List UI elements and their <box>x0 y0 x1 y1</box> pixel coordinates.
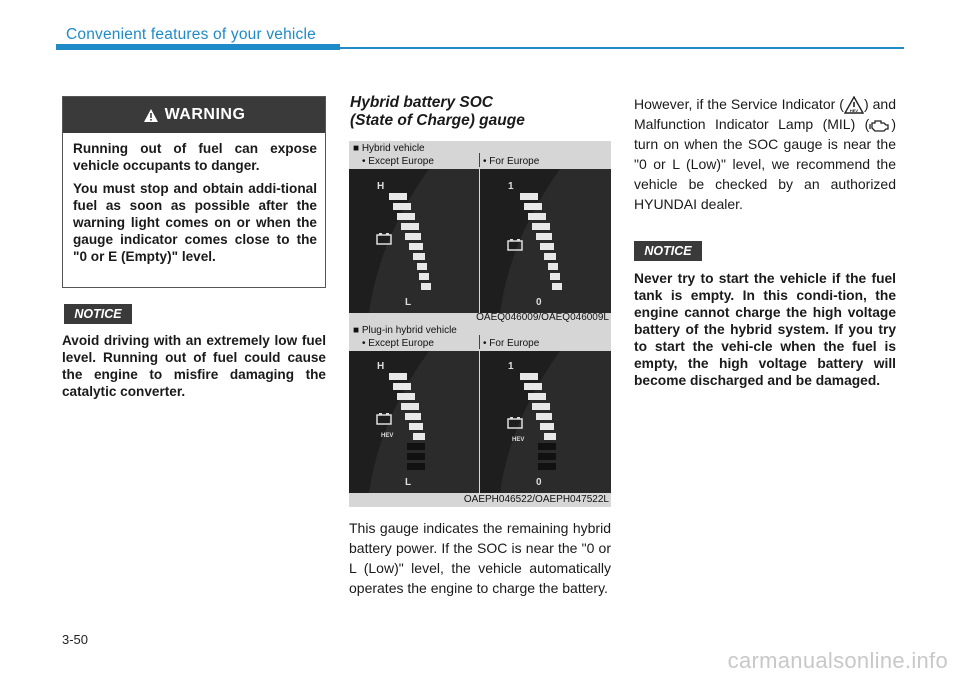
gauge-high-mark: H <box>377 181 385 192</box>
header-accent-bar <box>56 44 340 50</box>
warning-body <box>63 133 325 265</box>
soc-gauge-hybrid-europe <box>480 169 611 313</box>
service-indicator-paragraph <box>634 94 896 214</box>
notice-label: NOTICE <box>634 241 702 261</box>
gauge-description: This gauge indicates the remaining hybrid battery power. If the SOC is near the "0 or L (Low)" level, the vehicle automatically operates the engine to charge the battery. <box>349 520 611 596</box>
figure-code: OAEPH046522/OAEPH047522L <box>463 494 609 505</box>
section-title <box>350 94 525 130</box>
gauge-high-mark: 1 <box>508 181 514 192</box>
watermark: carmanualsonline.info <box>727 648 948 673</box>
section-title-line: (State of Charge) gauge <box>350 112 525 129</box>
paragraph-text: ) turn on when the SOC gauge is near the "0 or L (Low)" level, we recommend the vehicle be checked by an authorized HYUNDAI dealer. <box>634 116 896 213</box>
soc-gauge-hybrid-except-europe <box>349 169 479 313</box>
gauge-segments-empty <box>407 443 425 470</box>
warning-header <box>63 97 325 133</box>
figure-group-label: ■ Hybrid vehicle <box>353 143 425 154</box>
warning-triangle-icon <box>143 108 159 123</box>
notice-label: NOTICE <box>64 304 132 324</box>
warning-paragraph: Running out of fuel can expose vehicle occupants to danger. <box>73 141 317 173</box>
gauge-low-mark: L <box>405 477 412 488</box>
figure-left-label: • Except Europe <box>362 156 434 167</box>
figure-divider <box>479 335 480 349</box>
gauge-high-mark: H <box>377 361 385 372</box>
section-header-title: Convenient features of your vehicle <box>66 26 316 43</box>
soc-gauge-phev-europe <box>480 351 611 493</box>
figure-code: OAEQ046009/OAEQ046009L <box>476 312 609 323</box>
page-number: 3-50 <box>62 632 89 647</box>
section-title-line: Hybrid battery SOC <box>350 94 493 111</box>
paragraph-text: However, if the Service Indicator ( <box>634 96 844 112</box>
gauge-low-mark: 0 <box>536 297 542 308</box>
notice-text-left: Avoid driving with an extremely low fuel level. Running out of fuel could cause the engine to misfire damaging the catalytic converter. <box>62 333 326 399</box>
hev-icon-text: HEV <box>849 108 859 114</box>
warning-box <box>62 96 326 288</box>
hev-mark: HEV <box>381 433 394 439</box>
gauge-low-mark: 0 <box>536 477 542 488</box>
gauge-high-mark: 1 <box>508 361 514 372</box>
figure-right-label: • For Europe <box>483 338 540 349</box>
soc-gauge-phev-except-europe <box>349 351 479 493</box>
notice-text-right: Never try to start the vehicle if the fuel tank is empty. In this condi-tion, the engine cannot charge the high voltage battery of the hybrid system. If you try to start the vehi-cle when the fuel is empty, the high voltage battery will become discharged and be damaged. <box>634 271 896 388</box>
figure-group-label: ■ Plug-in hybrid vehicle <box>353 325 457 336</box>
figure-left-label: • Except Europe <box>362 338 434 349</box>
gauge-low-mark: L <box>405 297 412 308</box>
figure-right-label: • For Europe <box>483 156 540 167</box>
soc-gauge-figure <box>349 141 611 507</box>
warning-paragraph: You must stop and obtain addi-tional fuel as soon as possible after the warning light comes on or when the gauge indicator comes close to the "0 or E (Empty)" level. <box>73 181 317 264</box>
hev-mark: HEV <box>512 437 525 443</box>
gauge-segments-empty <box>538 443 556 470</box>
engine-check-icon <box>869 119 891 133</box>
paragraph-text: ) and Malfunction Indicator Lamp (MIL) ( <box>634 96 896 133</box>
header-rule <box>340 47 904 49</box>
hev-service-indicator-icon <box>844 96 864 114</box>
figure-divider <box>479 153 480 167</box>
warning-title: WARNING <box>164 106 246 123</box>
